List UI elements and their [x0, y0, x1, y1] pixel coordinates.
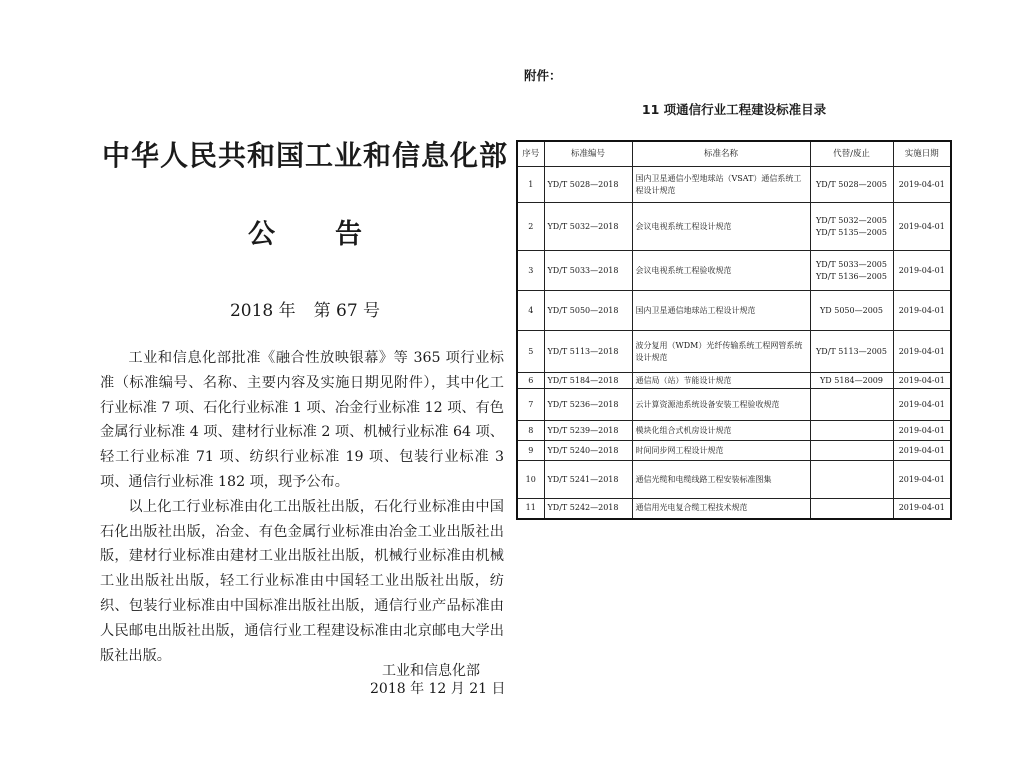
row-code: YD/T 5033—2018: [544, 251, 632, 291]
table-row: [517, 389, 951, 421]
row-no: 9: [517, 441, 544, 461]
notice-heading-char: 公: [248, 219, 275, 250]
replace-code: YD/T 5113—2005: [816, 346, 887, 356]
row-replace: [810, 167, 893, 203]
row-name: 国内卫星通信小型地球站（VSAT）通信系统工程设计规范: [632, 167, 810, 203]
row-code: YD/T 5241—2018: [544, 461, 632, 499]
row-name: 波分复用（WDM）光纤传输系统工程网管系统设计规范: [632, 331, 810, 373]
replace-code: YD/T 5135—2005: [816, 227, 887, 237]
row-no: 1: [517, 167, 544, 203]
standards-table: [516, 140, 952, 520]
row-name: 通信局（站）节能设计规范: [632, 373, 810, 389]
table-header-row: [517, 141, 951, 167]
header-name: 标准名称: [632, 141, 810, 167]
row-replace: [810, 389, 893, 421]
table-row: [517, 251, 951, 291]
table-row: [517, 203, 951, 251]
row-code: YD/T 5184—2018: [544, 373, 632, 389]
row-code: YD/T 5050—2018: [544, 291, 632, 331]
row-code: YD/T 5113—2018: [544, 331, 632, 373]
table-row: [517, 373, 951, 389]
replace-code: YD 5050—2005: [820, 305, 883, 315]
replace-code: YD/T 5136—2005: [816, 271, 887, 281]
row-code: YD/T 5242—2018: [544, 499, 632, 519]
row-no: 4: [517, 291, 544, 331]
row-name: 云计算资源池系统设备安装工程验收规范: [632, 389, 810, 421]
issue-year: 2018 年: [229, 301, 296, 321]
signature-org: 工业和信息化部: [382, 663, 480, 679]
table-row: [517, 291, 951, 331]
row-replace: [810, 441, 893, 461]
row-name: 通信光缆和电缆线路工程安装标准图集: [632, 461, 810, 499]
signature-date: 2018 年 12 月 21 日: [370, 681, 506, 697]
row-no: 6: [517, 373, 544, 389]
ministry-name: 中华人民共和国工业和信息化部: [101, 139, 508, 172]
row-name: 会议电视系统工程验收规范: [632, 251, 810, 291]
row-code: YD/T 5032—2018: [544, 203, 632, 251]
row-date: 2019-04-01: [893, 389, 951, 421]
row-date: 2019-04-01: [893, 167, 951, 203]
notice-paragraph: 工业和信息化部批准《融合性放映银幕》等 365 项行业标准（标准编号、名称、主要内容及实施日期见附件），其中化工行业标准 7 项、石化行业标准 1 项、冶金行业标准 12 项、有色金属行业标准 4 项、建材行业标准 2 项、机械行业标准 64 项、轻工行业标准 71 项、纺织行业标准 19 项、包装行业标准 3 项、通信行业标准 182 项，现予公布。: [100, 350, 504, 490]
row-replace: [810, 203, 893, 251]
row-no: 7: [517, 389, 544, 421]
row-name: 通信用光电复合缆工程技术规范: [632, 499, 810, 519]
header-date: 实施日期: [893, 141, 951, 167]
table-row: [517, 331, 951, 373]
row-code: YD/T 5236—2018: [544, 389, 632, 421]
row-name: 时间同步网工程设计规范: [632, 441, 810, 461]
row-name: 模块化组合式机房设计规范: [632, 421, 810, 441]
row-code: YD/T 5240—2018: [544, 441, 632, 461]
header-code: 标准编号: [544, 141, 632, 167]
header-replace: 代替/废止: [810, 141, 893, 167]
row-date: 2019-04-01: [893, 461, 951, 499]
row-date: 2019-04-01: [893, 331, 951, 373]
issue-number: [100, 296, 510, 321]
table-row: [517, 167, 951, 203]
row-no: 3: [517, 251, 544, 291]
row-name: 会议电视系统工程设计规范: [632, 203, 810, 251]
notice-heading: [100, 212, 510, 251]
row-no: 8: [517, 421, 544, 441]
row-no: 5: [517, 331, 544, 373]
row-code: YD/T 5239—2018: [544, 421, 632, 441]
issue-no: 第 67 号: [313, 301, 381, 321]
row-date: 2019-04-01: [893, 373, 951, 389]
attachment-label: 附件：: [524, 68, 562, 83]
row-replace: [810, 421, 893, 441]
notice-heading-char: 告: [335, 219, 362, 250]
row-date: 2019-04-01: [893, 203, 951, 251]
notice-body: [100, 346, 504, 668]
replace-code: YD/T 5033—2005: [816, 259, 887, 269]
row-replace: [810, 373, 893, 389]
notice-paragraph: 以上化工行业标准由化工出版社出版，石化行业标准由中国石化出版社出版，冶金、有色金属行业标准由冶金工业出版社出版，建材行业标准由建材工业出版社出版，机械行业标准由机械工业出版社出版，轻工行业标准由中国轻工业出版社出版，纺织、包装行业标准由中国标准出版社出版，通信行业产品标准由人民邮电出版社出版，通信行业工程建设标准由北京邮电大学出版社出版。: [100, 498, 504, 664]
table-body: [517, 167, 951, 519]
row-no: 10: [517, 461, 544, 499]
row-replace: [810, 499, 893, 519]
row-no: 2: [517, 203, 544, 251]
header-no: 序号: [517, 141, 544, 167]
replace-code: YD 5184—2009: [820, 375, 883, 385]
table-row: [517, 499, 951, 519]
replace-code: YD/T 5028—2005: [816, 179, 887, 189]
row-replace: [810, 291, 893, 331]
row-name: 国内卫星通信地球站工程设计规范: [632, 291, 810, 331]
row-code: YD/T 5028—2018: [544, 167, 632, 203]
table-row: [517, 441, 951, 461]
table-title: 11 项通信行业工程建设标准目录: [641, 102, 827, 117]
row-no: 11: [517, 499, 544, 519]
row-date: 2019-04-01: [893, 499, 951, 519]
row-date: 2019-04-01: [893, 251, 951, 291]
table-row: [517, 421, 951, 441]
row-replace: [810, 331, 893, 373]
table-row: [517, 461, 951, 499]
replace-code: YD/T 5032—2005: [816, 215, 887, 225]
row-date: 2019-04-01: [893, 421, 951, 441]
row-replace: [810, 461, 893, 499]
row-date: 2019-04-01: [893, 291, 951, 331]
row-replace: [810, 251, 893, 291]
row-date: 2019-04-01: [893, 441, 951, 461]
